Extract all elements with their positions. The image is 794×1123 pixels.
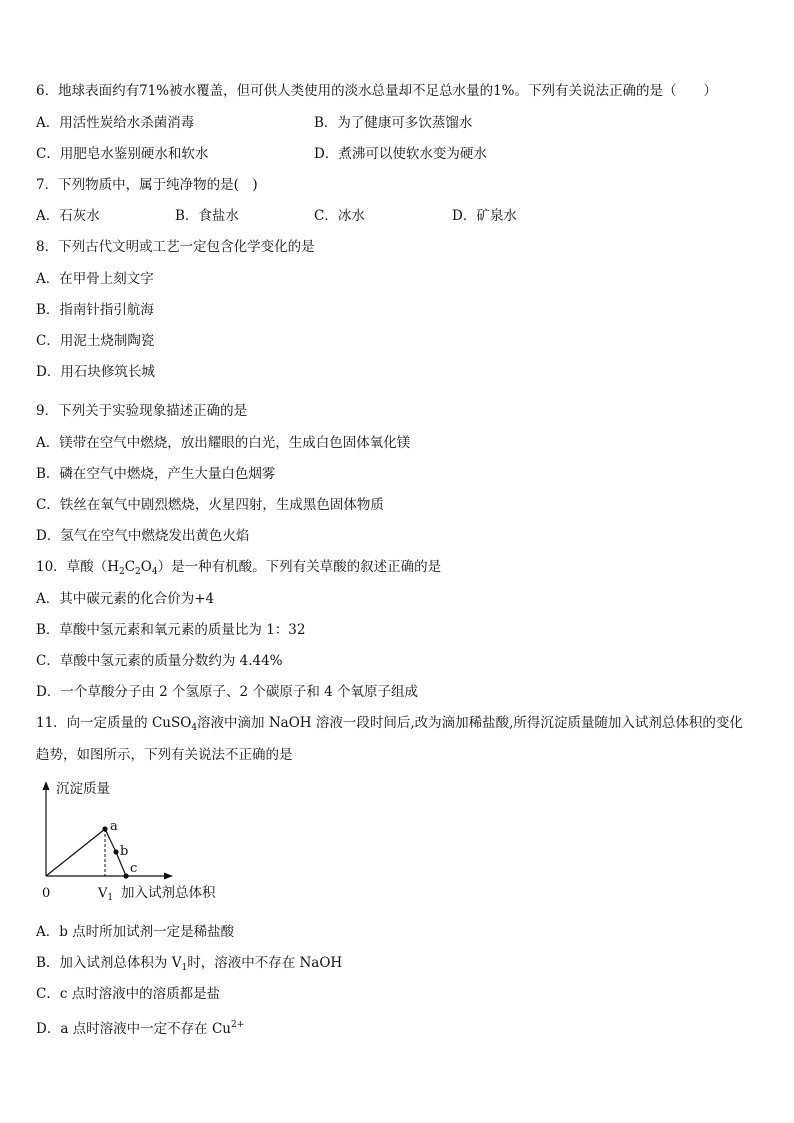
q10-option-b: B．草酸中氢元素和氧元素的质量比为 1：32: [36, 622, 306, 638]
q6-option-d: D．煮沸可以使软水变为硬水: [314, 146, 487, 162]
q11-stem1-sub: 4: [191, 723, 198, 733]
v1-label: [97, 886, 113, 903]
q7-stem: 7．下列物质中，属于纯净物的是( ): [36, 177, 258, 193]
q11-stem-line2: 趋势，如图所示，下列有关说法不正确的是: [36, 747, 293, 763]
x-axis-arrow-icon: [164, 873, 173, 880]
q11-option-b: [36, 954, 342, 977]
q11-option-c: C．c 点时溶液中的溶质都是盐: [36, 986, 221, 1002]
q9-option-d: D．氢气在空气中燃烧发出黄色火焰: [36, 528, 250, 544]
y-axis-arrow-icon: [43, 781, 50, 790]
curve-rising: [46, 829, 105, 876]
q11-option-d: [36, 1016, 244, 1038]
q10-option-c: C．草酸中氢元素的质量分数约为 4.44%: [36, 653, 283, 669]
q8-option-c: C．用泥土烧制陶瓷: [36, 333, 155, 349]
y-axis-label: 沉淀质量: [56, 781, 110, 797]
origin-label: 0: [42, 886, 51, 901]
point-a: [102, 826, 107, 831]
point-c: [123, 873, 128, 878]
q8-option-d: D．用石块修筑长城: [36, 364, 155, 380]
formula-o-sub: 4: [151, 567, 158, 577]
q8-option-a: A．在甲骨上刻文字: [36, 271, 154, 287]
q11-d-sup: 2+: [230, 1020, 245, 1030]
q10-stem: [36, 558, 441, 581]
q9-option-c: C．铁丝在氧气中剧烈燃烧，火星四射，生成黑色固体物质: [36, 497, 384, 513]
q11-stem1-post: 溶液中滴加 NaOH 溶液一段时间后,改为滴加稀盐酸,所得沉淀质量随加入试剂总体积的变化: [197, 715, 743, 731]
formula-h: H: [107, 559, 119, 575]
q9-option-b: B．磷在空气中燃烧，产生大量白色烟雾: [36, 466, 276, 482]
q8-option-b: B．指南针指引航海: [36, 302, 154, 318]
q7-option-a: A．石灰水: [36, 208, 100, 224]
q11-stem-line1: [36, 714, 743, 737]
q10-stem-pre: 10．草酸（: [36, 559, 108, 575]
point-b-label: b: [120, 844, 129, 859]
q9-option-a: A．镁带在空气中燃烧，放出耀眼的白光，生成白色固体氧化镁: [36, 435, 411, 451]
formula-c: C: [124, 559, 136, 575]
v1-sub: 1: [107, 893, 114, 903]
q8-stem: 8．下列古代文明或工艺一定包含化学变化的是: [36, 239, 315, 255]
q11-option-a: A．b 点时所加试剂一定是稀盐酸: [36, 924, 235, 940]
v1-letter: V: [98, 886, 108, 901]
q7-option-b: B．食盐水: [175, 208, 239, 224]
q10-option-d: D．一个草酸分子由 2 个氢原子、2 个碳原子和 4 个氧原子组成: [36, 684, 419, 700]
q6-stem: 6．地球表面约有71%被水覆盖，但可供人类使用的淡水总量却不足总水量的1%。下列有关说法正确的是（ ）: [36, 83, 718, 99]
q11-stem1-pre: 11．向一定质量的 CuSO: [36, 715, 192, 731]
formula-h-sub: 2: [118, 567, 125, 577]
q7-option-c: C．冰水: [314, 208, 365, 224]
q10-option-a: A．其中碳元素的化合价为+4: [36, 591, 215, 607]
q10-stem-post: ）是一种有机酸。下列有关草酸的叙述正确的是: [157, 559, 442, 575]
q6-option-b: B．为了健康可多饮蒸馏水: [314, 115, 473, 131]
formula-c-sub: 2: [135, 567, 141, 577]
q7-option-d: D．矿泉水: [452, 208, 517, 224]
oxalic-acid-formula: [107, 559, 157, 575]
point-a-label: a: [110, 819, 118, 834]
q11-b-post: 时，溶液中不存在 NaOH: [187, 955, 343, 971]
x-axis-label: 加入试剂总体积: [121, 885, 216, 901]
point-c-label: c: [130, 861, 138, 876]
precipitate-graph: [30, 776, 270, 906]
formula-o: O: [140, 559, 152, 575]
q11-b-sub: 1: [181, 963, 188, 973]
q9-stem: 9．下列关于实验现象描述正确的是: [36, 403, 248, 419]
point-b: [113, 849, 118, 854]
q11-b-pre: B．加入试剂总体积为 V: [36, 955, 182, 971]
q6-option-a: A．用活性炭给水杀菌消毒: [36, 115, 195, 131]
q11-d-pre: D．a 点时溶液中一定不存在 Cu: [36, 1021, 231, 1037]
q6-option-c: C．用肥皂水鉴别硬水和软水: [36, 146, 209, 162]
